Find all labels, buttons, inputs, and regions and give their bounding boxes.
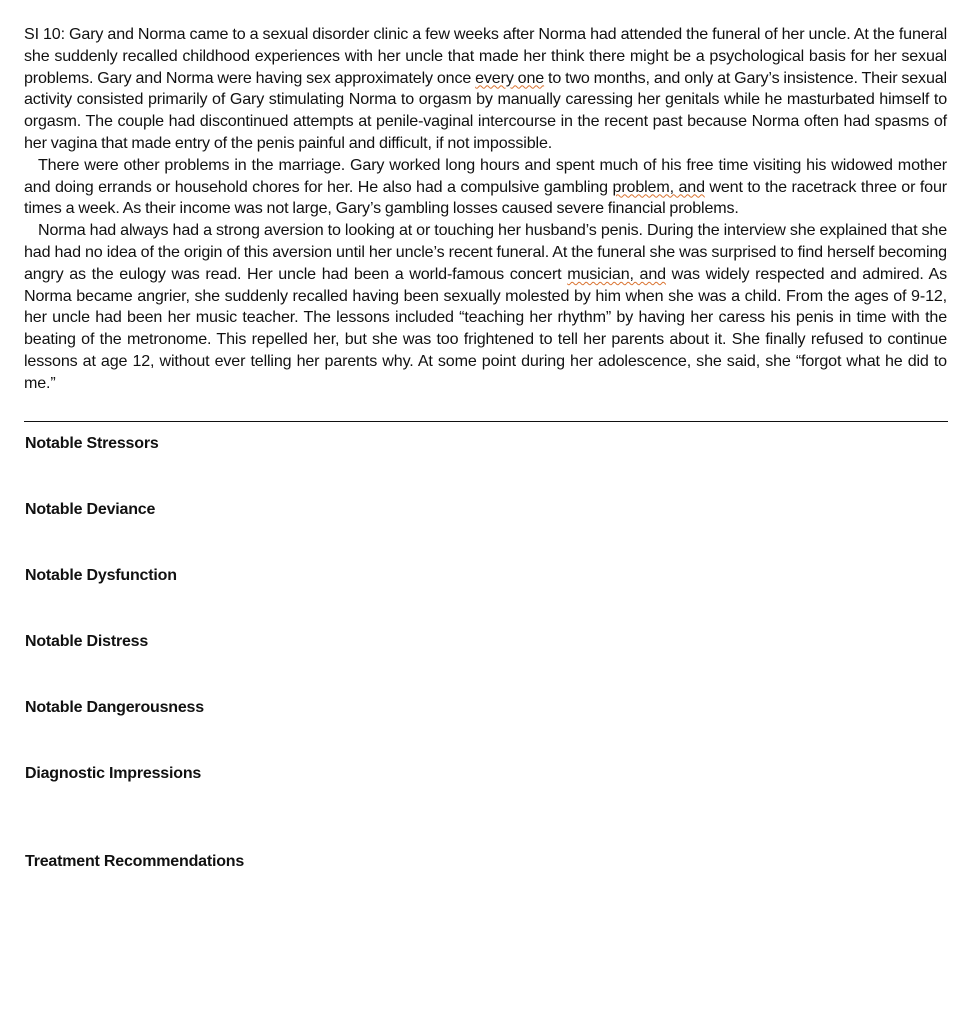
case-paragraph-3-text-a: Norma had always had a strong aversion to looking at or touching her husband’s penis. During the interview she explained that she had had no idea of the origin of this aversion until her uncle’s recent funeral. At the funeral she was surprised to find herself becoming angry as the eulogy was read. Her uncle had been a world-famous concert — [24, 221, 947, 283]
case-paragraph-2-text-a: There were other problems in the marriage. Gary worked long hours and spent much of his free time visiting his widowed mother and doing errands or household chores for her. He also had a compulsive gambling — [24, 155, 947, 196]
heading-notable-deviance: Notable Deviance — [25, 501, 156, 518]
case-paragraph-2 — [24, 155, 947, 220]
heading-notable-stressors: Notable Stressors — [25, 435, 159, 452]
heading-notable-dangerousness: Notable Dangerousness — [25, 699, 204, 716]
case-text — [24, 24, 947, 395]
grammar-flag-every-one[interactable]: every one — [475, 68, 545, 87]
case-paragraph-3 — [24, 220, 947, 394]
case-paragraph-1-text-a: SI 10: Gary and Norma came to a sexual disorder clinic a few weeks after Norma had attended the funeral of her uncle. At the funeral she suddenly recalled childhood experiences with her uncle that made her think there might be a psychological basis for her sexual problems. Gary and Norma were having sex approximately once — [24, 25, 947, 87]
grammar-flag-musician-and[interactable]: musician, and — [567, 264, 666, 283]
heading-notable-distress: Notable Distress — [25, 633, 149, 650]
case-paragraph-1 — [24, 24, 947, 155]
case-paragraph-2-text-c: went to the racetrack three or four times a week. As their income was not large, Gary’s gambling losses caused severe financial problems. — [24, 177, 947, 218]
case-paragraph-1-text-c: to two months, and only at Gary’s insistence. Their sexual activity consisted primarily of Gary stimulating Norma to orgasm by manually caressing her genitals while he masturbated himself to orgasm. The couple had discontinued attempts at penile-vaginal intercourse in the recent past because Norma often had spasms of her vagina that made entry of the penis painful and difficult, if not impossible. — [24, 68, 947, 152]
heading-treatment-recommendations: Treatment Recommendations — [25, 853, 245, 870]
grammar-flag-problem-and[interactable]: problem, and — [612, 177, 705, 196]
heading-diagnostic-impressions: Diagnostic Impressions — [25, 765, 202, 782]
heading-notable-dysfunction: Notable Dysfunction — [25, 567, 177, 584]
case-paragraph-3-text-c: was widely respected and admired. As Norma became angrier, she suddenly recalled having been sexually molested by him when she was a child. From the ages of 9-12, her uncle had been her music teacher. The lessons included “teaching her rhythm” by having her caress his penis in time with the beating of the metronome. This repelled her, but she was too frightened to tell her parents about it. She finally refused to continue lessons at age 12, without ever telling her parents why. At some point during her adolescence, she said, she “forgot what he did to me.” — [24, 264, 947, 392]
section-divider — [24, 421, 948, 422]
